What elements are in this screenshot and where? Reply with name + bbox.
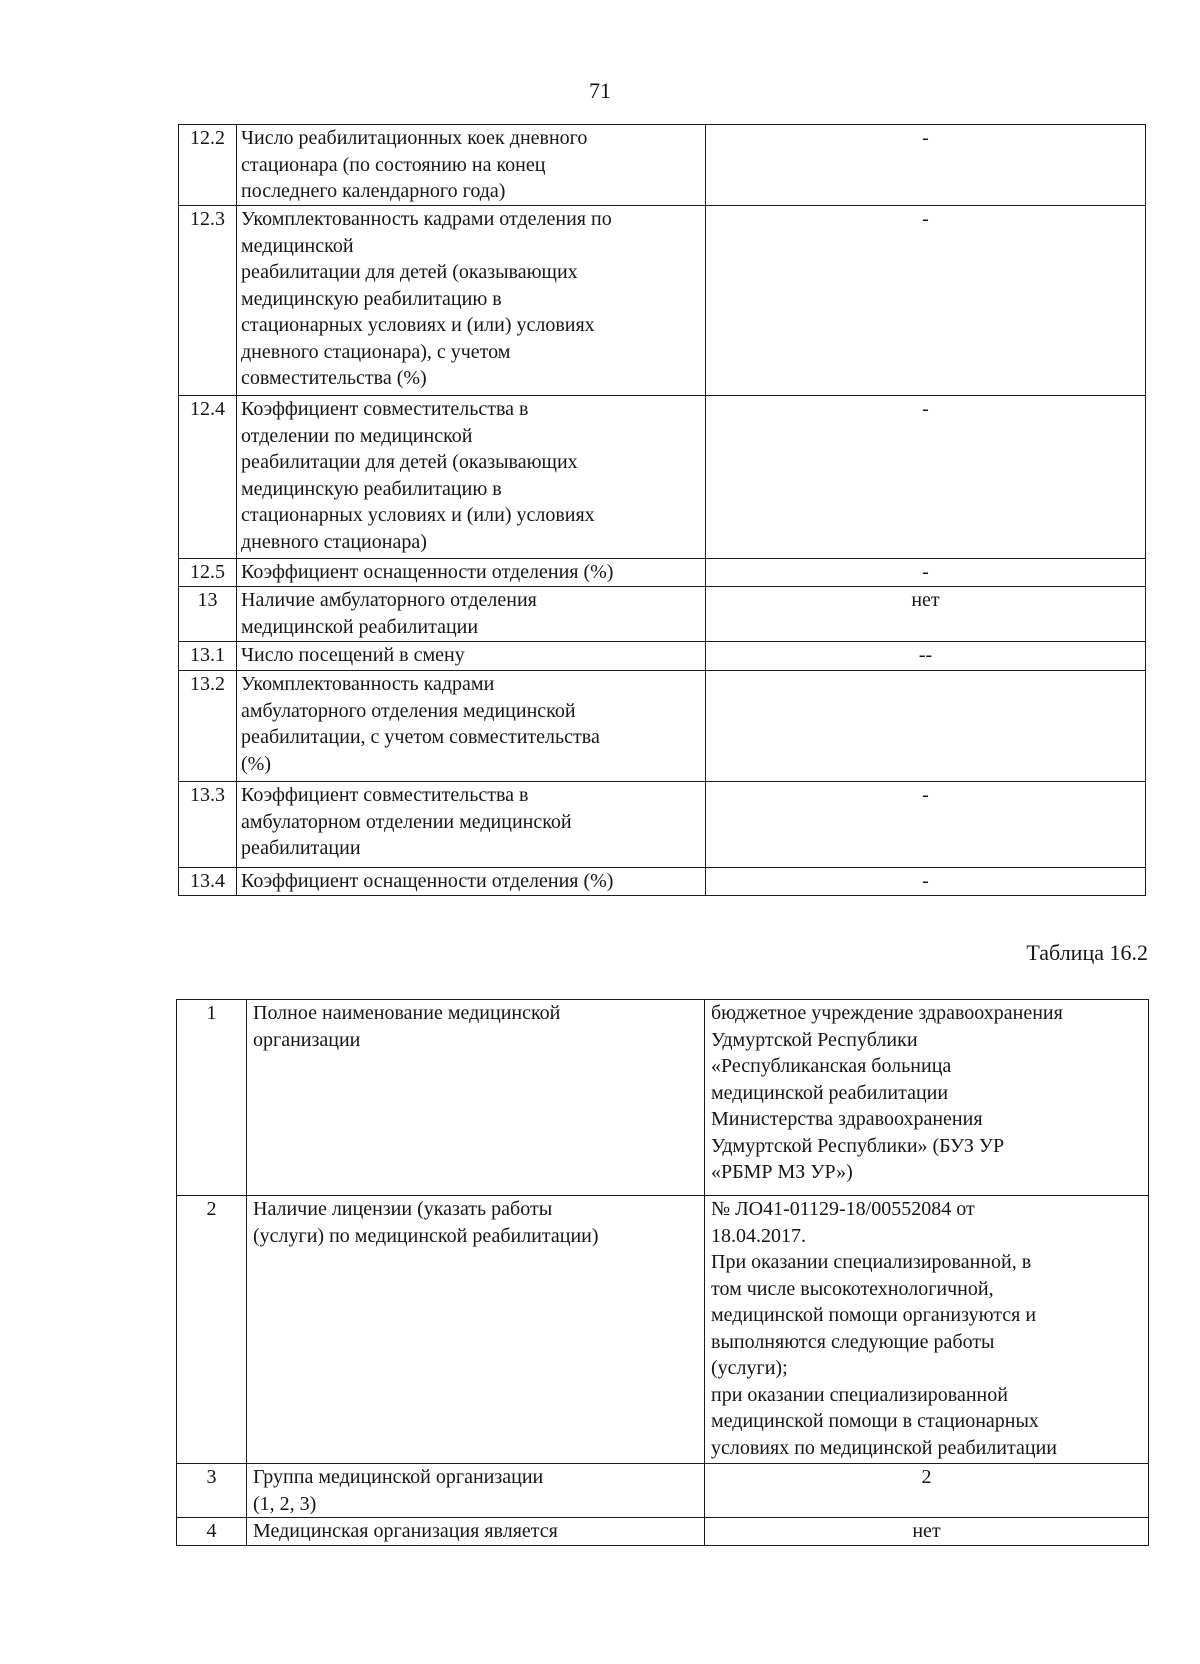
- row-label: Наличие лицензии (указать работы (услуги) по медицинской реабилитации): [247, 1196, 705, 1464]
- table-row: [179, 206, 1146, 396]
- row-number: 12.2: [179, 125, 237, 206]
- row-value: бюджетное учреждение здравоохранения Удмуртской Республики «Республиканская больница медицинской реабилитации Министерства здравоохранения Удмуртской Республики» (БУЗ УР «РБМР МЗ УР»): [705, 1000, 1149, 1196]
- row-number: 4: [177, 1518, 247, 1546]
- page-number: 71: [589, 78, 611, 103]
- row-label: Коэффициент совместительства в отделении по медицинской реабилитации для детей (оказывающих медицинскую реабилитацию в стационарных условиях и (или) условиях дневного стационара): [237, 396, 706, 559]
- row-value: -: [706, 396, 1146, 559]
- table-row: [179, 559, 1146, 587]
- table-row: [179, 396, 1146, 559]
- row-number: 12.5: [179, 559, 237, 587]
- row-value: [706, 671, 1146, 782]
- row-label: Коэффициент оснащенности отделения (%): [237, 868, 706, 896]
- table-row: [177, 1464, 1149, 1518]
- table-row: [177, 1518, 1149, 1546]
- row-number: 2: [177, 1196, 247, 1464]
- row-number: 13: [179, 587, 237, 642]
- table-row: [177, 1196, 1149, 1464]
- table-row: [177, 1000, 1149, 1196]
- table-row: [179, 125, 1146, 206]
- row-label: Группа медицинской организации (1, 2, 3): [247, 1464, 705, 1518]
- row-number: 12.4: [179, 396, 237, 559]
- indicators-table: [178, 124, 1146, 896]
- row-number: 12.3: [179, 206, 237, 396]
- row-label: Число реабилитационных коек дневного стационара (по состоянию на конец последнего календарного года): [237, 125, 706, 206]
- row-value: -: [706, 125, 1146, 206]
- table-row: [179, 868, 1146, 896]
- table-row: [179, 587, 1146, 642]
- row-value: нет: [705, 1518, 1149, 1546]
- table-row: [179, 671, 1146, 782]
- row-label: Коэффициент оснащенности отделения (%): [237, 559, 706, 587]
- row-label: Число посещений в смену: [237, 642, 706, 671]
- table-row: [179, 642, 1146, 671]
- row-value: -: [706, 868, 1146, 896]
- row-value: -: [706, 782, 1146, 868]
- row-label: Полное наименование медицинской организации: [247, 1000, 705, 1196]
- row-value: нет: [706, 587, 1146, 642]
- row-label: Наличие амбулаторного отделения медицинской реабилитации: [237, 587, 706, 642]
- row-value: -: [706, 559, 1146, 587]
- row-label: Коэффициент совместительства в амбулаторном отделении медицинской реабилитации: [237, 782, 706, 868]
- row-label: Медицинская организация является: [247, 1518, 705, 1546]
- row-number: 13.2: [179, 671, 237, 782]
- row-value: -: [706, 206, 1146, 396]
- organization-table: [176, 999, 1149, 1546]
- row-label: Укомплектованность кадрами отделения по медицинской реабилитации для детей (оказывающих медицинскую реабилитацию в стационарных условиях и (или) условиях дневного стационара), с учетом совместительства (%): [237, 206, 706, 396]
- table-caption: Таблица 16.2: [1026, 940, 1148, 965]
- row-number: 3: [177, 1464, 247, 1518]
- table-row: [179, 782, 1146, 868]
- row-value: № ЛО41-01129-18/00552084 от 18.04.2017. При оказании специализированной, в том числе высокотехнологичной, медицинской помощи организуются и выполняются следующие работы (услуги); при оказании специализированной медицинской помощи в стационарных условиях по медицинской реабилитации: [705, 1196, 1149, 1464]
- row-number: 13.1: [179, 642, 237, 671]
- row-label: Укомплектованность кадрами амбулаторного отделения медицинской реабилитации, с учетом совместительства (%): [237, 671, 706, 782]
- row-value: --: [706, 642, 1146, 671]
- row-number: 13.4: [179, 868, 237, 896]
- row-number: 1: [177, 1000, 247, 1196]
- row-value: 2: [705, 1464, 1149, 1518]
- row-number: 13.3: [179, 782, 237, 868]
